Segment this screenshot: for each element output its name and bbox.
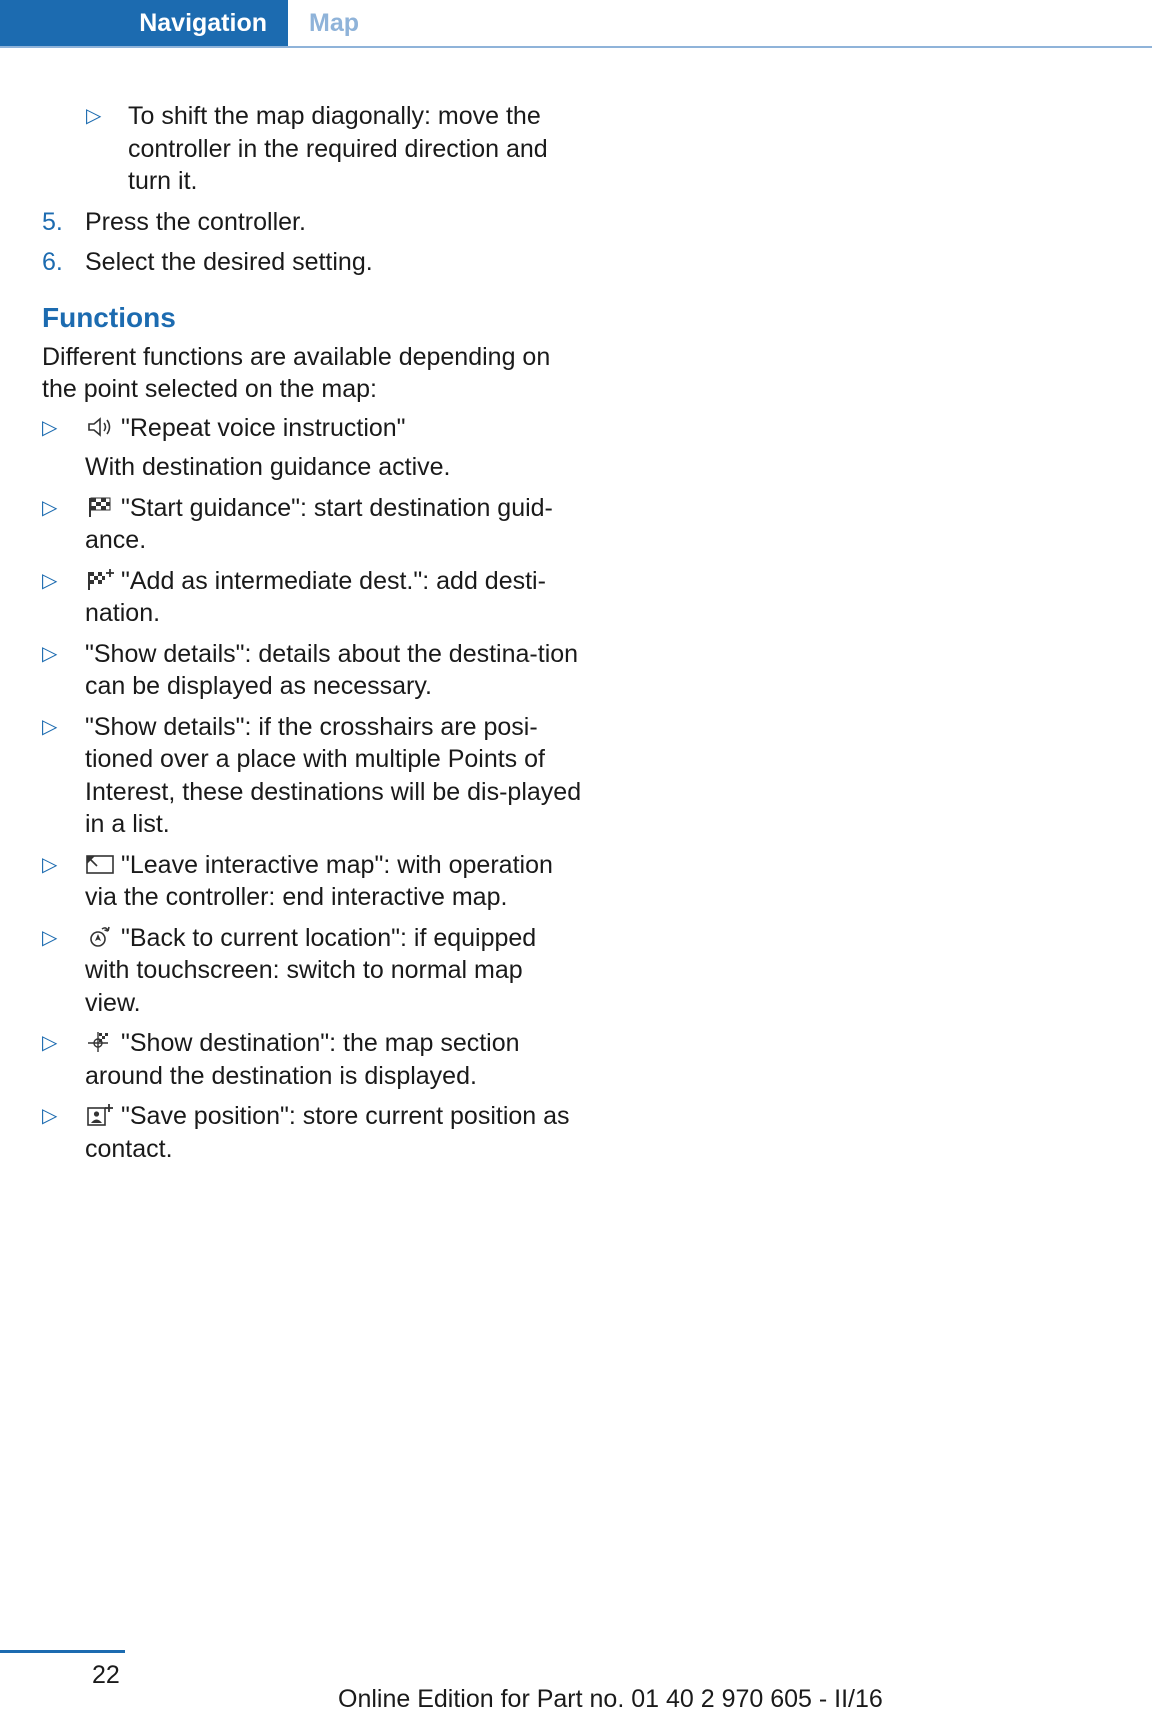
save-position-icon — [85, 1103, 115, 1127]
function-back-to-location — [42, 922, 582, 1020]
edition-note: Online Edition for Part no. 01 40 2 970 605 - II/16 — [338, 1685, 883, 1713]
bullet-marker: ▷ — [42, 569, 58, 592]
bullet-marker: ▷ — [42, 642, 58, 665]
step-text: Select the desired setting. — [85, 248, 373, 276]
function-add-intermediate — [42, 565, 582, 630]
function-save-position — [42, 1100, 582, 1165]
tab-navigation[interactable]: Navigation — [0, 0, 288, 46]
function-repeat-voice — [42, 412, 582, 484]
page-header — [0, 0, 1152, 48]
function-note: With destination guidance active. — [85, 453, 451, 481]
function-leave-map — [42, 849, 582, 914]
bullet-marker: ▷ — [42, 1105, 58, 1127]
section-heading: Functions — [42, 301, 176, 333]
function-label: "Repeat voice instruction" — [121, 413, 406, 442]
page-number: 22 — [92, 1661, 120, 1689]
function-show-details-poi — [42, 711, 582, 841]
bullet-marker: ▷ — [86, 105, 102, 127]
header-rule — [0, 46, 1152, 48]
function-show-details — [42, 638, 582, 703]
step-6 — [42, 246, 582, 279]
bullet-marker: ▷ — [42, 496, 58, 519]
bullet-marker: ▷ — [42, 926, 58, 949]
bullet-marker: ▷ — [42, 853, 58, 876]
speaker-icon — [85, 415, 115, 439]
current-location-icon — [85, 925, 115, 949]
function-label: "Back to current location": if equipped with touchscreen: switch to normal map view. — [85, 923, 537, 1017]
function-show-destination — [42, 1027, 582, 1092]
sub-bullet-text: To shift the map diagonally: move the controller in the required direction and turn it. — [128, 102, 548, 195]
bullet-marker: ▷ — [42, 715, 58, 738]
step-number: 5. — [42, 207, 63, 236]
intro-paragraph: Different functions are available depending on the point selected on the map: — [42, 342, 551, 403]
function-label: "Start guidance": start destination guid-ance. — [85, 493, 553, 554]
function-label: "Leave interactive map": with operation via the controller: end interactive map. — [85, 850, 553, 911]
function-label: "Add as intermediate dest.": add desti-nation. — [85, 566, 546, 627]
function-start-guidance — [42, 492, 582, 557]
checkered-flag-icon — [85, 495, 115, 519]
sub-bullet-shift-diagonal — [86, 100, 582, 198]
bullet-marker: ▷ — [42, 1032, 58, 1054]
main-content — [42, 100, 582, 1173]
footer-rule — [0, 1650, 125, 1653]
step-number: 6. — [42, 248, 63, 276]
checkered-flag-plus-icon — [85, 568, 115, 592]
step-5 — [42, 206, 582, 239]
tab-map[interactable]: Map — [309, 9, 359, 37]
function-label: "Show details": details about the destina-tion can be displayed as necessary. — [85, 639, 579, 700]
show-destination-icon — [85, 1030, 115, 1054]
step-text: Press the controller. — [85, 207, 306, 236]
bullet-marker: ▷ — [42, 416, 58, 439]
function-label: "Show destination": the map section around the destination is displayed. — [85, 1029, 520, 1090]
function-label: "Save position": store current position as contact. — [85, 1102, 570, 1163]
exit-map-icon — [85, 852, 115, 876]
function-label: "Show details": if the crosshairs are posi-tioned over a place with multiple Points of Interest, these destinations will be dis-played in a list. — [85, 712, 582, 838]
